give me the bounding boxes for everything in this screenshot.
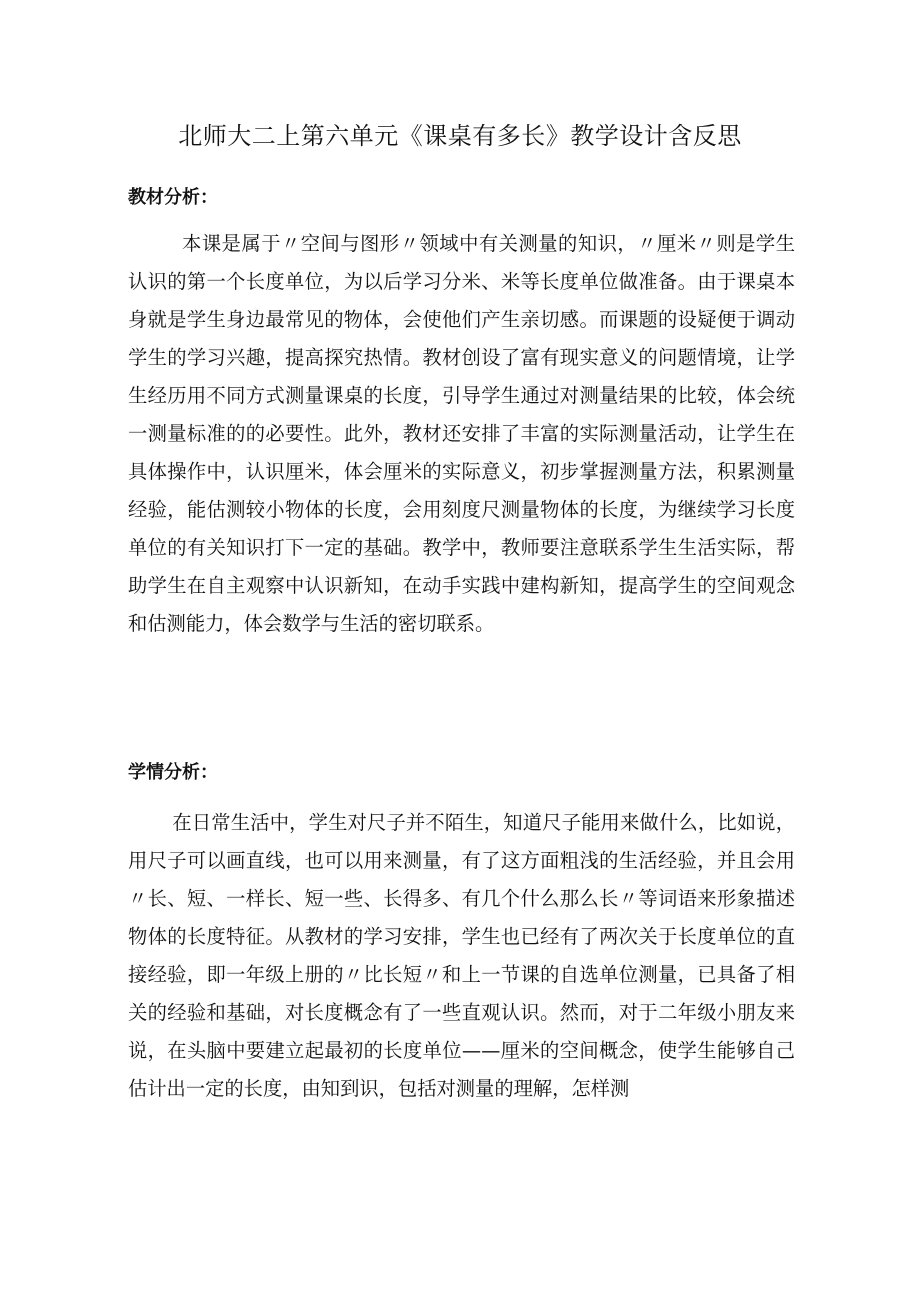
section-body-textbook-analysis: 本课是属于〃空间与图形〃领域中有关测量的知识，〃厘米〃则是学生认识的第一个长度单位，为以后学习分米、米等长度单位做准备。由于课桌本身就是学生身边最常见的物体，会使他们产生亲切感。而课题的设疑便于调动学生的学习兴趣，提高探究热情。教材创设了富有现实意义的问题情境，让学生经历用不同方式测量课桌的长度，引导学生通过对测量结果的比较，体会统一测量标准的的必要性。此外，教材还安排了丰富的实际测量活动，让学生在具体操作中，认识厘米，体会厘米的实际意义，初步掌握测量方法，积累测量经验，能估测较小物体的长度，会用刻度尺测量物体的长度，为继续学习长度单位的有关知识打下一定的基础。教学中，教师要注意联系学生生活实际，帮助学生在自主观察中认识新知，在动手实践中建构新知，提高学生的空间观念和估测能力，体会数学与生活的密切联系。 bbox=[128, 232, 795, 635]
section-heading-textbook-analysis: 教材分析： bbox=[128, 187, 218, 208]
section-body-student-analysis: 在日常生活中，学生对尺子并不陌生，知道尺子能用来做什么，比如说，用尺子可以画直线，也可以用来测量，有了这方面粗浅的生活经验，并且会用〃长、短、一样长、短一些、长得多、有几个什么那么长〃等词语来形象描述物体的长度特征。从教材的学习安排，学生也已经有了两次关于长度单位的直接经验，即一年级上册的〃比长短〃和上一节课的自选单位测量，已具备了相关的经验和基础，对长度概念有了一些直观认识。然而，对于二年级小朋友来说，在头脑中要建立起最初的长度单位——厘米的空间概念，使学生能够自己估计出一定的长度，由知到识，包括对测量的理解，怎样测 bbox=[128, 811, 795, 1100]
section-heading-student-analysis: 学情分析： bbox=[128, 762, 218, 783]
document-title: 北师大二上第六单元《课桌有多长》教学设计含反思 bbox=[178, 122, 742, 150]
